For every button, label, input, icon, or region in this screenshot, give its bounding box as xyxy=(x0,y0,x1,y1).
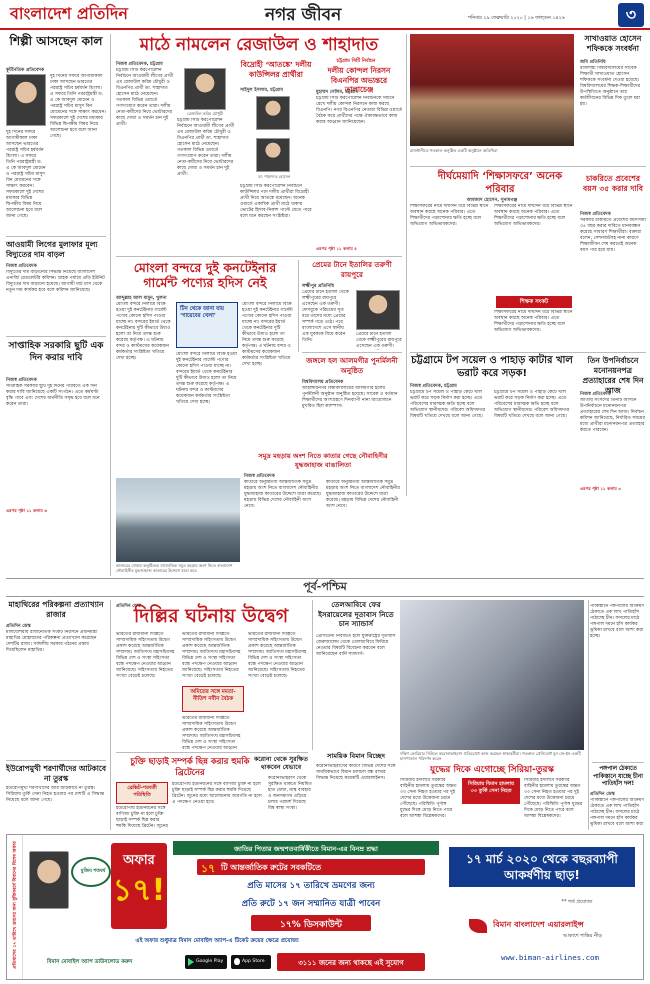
issue-date: শনিবার ২৯ ফেব্রুয়ারি ২০২০ | ১৬ ফাল্গুন ১৪২৬ xyxy=(468,16,565,21)
ad-line1-number: ১৭ xyxy=(201,862,216,875)
col1-divider-1 xyxy=(6,236,106,237)
caption-rezaul: রেজাউল করিম চৌধুরী xyxy=(186,111,224,116)
right-story3-byline: নিজস্ব প্রতিবেদক xyxy=(580,212,611,217)
main-story2-byline: সাইদুল ইসলাম, চট্টগ্রাম xyxy=(240,88,283,93)
pak-title: পঙ্গপাল ঠেকাতে পাকিস্তানে যাচ্ছে চীনা পাতিহাঁস দল! xyxy=(593,766,643,787)
syria-body-2: সিরিয়ার ইদলিবে সরকারি বাহিনীর হামলায় তুরস্কের অন্তত ৩৩ সেনা নিহত হওয়ার পর দুই দেশের মধ্যে উত্তেজনা চরমে পৌঁছেছে। পরিস্থিতি পূর্ণাঙ্গ যুদ্ধের দিকে মোড় নিতে পারে বলে আশঙ্কা বিশ্লেষকদের। xyxy=(524,778,583,819)
right-divider-2 xyxy=(410,352,646,353)
purbo-top-rule xyxy=(6,578,644,579)
ship-body: কাতারে অনুষ্ঠিতব্য আন্তর্জাতিক সমুদ্র মহড়ায় অংশ নিতে বাংলাদেশ নৌবাহিনীর যুদ্ধজাহাজ কাতারের উদ্দেশে যাত্রা করেছে। মহড়ায় বিভিন্ন দেশের নৌবাহিনী অংশ নেবে। xyxy=(244,480,322,509)
biman-logo-mark xyxy=(469,919,489,935)
ad-vertical-strip xyxy=(7,835,23,979)
newspaper-logo: বাংলাদেশ প্রতিদিন xyxy=(10,4,128,23)
ad-top-banner xyxy=(173,841,439,855)
mujib-logo-text: মুজিব শতবর্ষ xyxy=(80,869,106,874)
mongla-byline: আব্দুল্লাহ আল মামুন, খুলনা xyxy=(116,296,167,301)
ship-caption: কাতারের দোহায় অনুষ্ঠিতব্য বহুজাতিক সমুদ্র মহড়ায় অংশ নিতে বাংলাদেশ নৌবাহিনীর যুদ্ধজাহাজ কাতারের উদ্দেশে যাত্রা করে xyxy=(116,563,233,573)
page-number-badge xyxy=(618,3,644,27)
right-story2-body-3: শিক্ষাসফরের নামে দীর্ঘদিন ধরে বিভিন্ন স্থানে অবস্থান করছে অনেক পরিবার। এতে শিক্ষার্থীদের পড়াশোনার ক্ষতি হচ্ছে বলে অভিযোগ অভিভাবকদের। xyxy=(494,310,573,333)
mahathir-title: মাহাথিরের পরিকল্পনা প্রত্যাখ্যান রাজার xyxy=(8,600,104,619)
col1-story3-body: সাপ্তাহিক সরকারি ছুটি দুই দিনের পরিবর্তে এক দিন করার দাবি জানিয়েছে একটি সংগঠন। এতে কর্মঘণ্টা বৃদ্ধি পাবে এবং দেশের অর্থনীতি সমৃদ্ধ হবে বলে মনে করেন তারা। xyxy=(6,384,100,407)
pak-byline: প্রতিদিন ডেস্ক xyxy=(590,792,615,797)
ship-byline: নিজস্ব প্রতিবেদক xyxy=(244,474,275,479)
col1-story2-body: বিদ্যুতের দাম বাড়ানোর সিদ্ধান্ত নিয়েছে বাংলাদেশ এনার্জি রেগুলেটরি কমিশন। গ্রাহক পর্যায়ে প্রতি ইউনিট বিদ্যুতের দাম বাড়ানো হয়েছে। আগামী মার্চ মাস থেকে নতুন দাম কার্যকর হবে বলে কমিশন জানিয়েছে। xyxy=(6,270,105,293)
right-story3-body: সরকারি চাকরিতে প্রবেশের বয়সসীমা ৩৫ বছর করার দাবিতে মানববন্ধন করেছে সাধারণ শিক্ষার্থীরা। বক্তারা বলেন, সেশনজটসহ নানা কারণে শিক্ষাজীবন শেষ করতেই অনেক বয়স পার হয়ে যায়। xyxy=(580,218,646,253)
photo-harsh-shringla xyxy=(6,74,46,126)
col1-story1-body: দুই দিনের সফরে আগামীকাল ঢাকা আসছেন ভারতের পররাষ্ট্র সচিব হর্ষবর্ধন শ্রিংলা। এ সফরে তিনি পররাষ্ট্রমন্ত্রী ড. এ কে আবদুল মোমেন ও পররাষ্ট্র সচিব মাসুদ বিন মোমেনের সঙ্গে সাক্ষাৎ করবেন। সফরকালে দুই দেশের মধ্যকার বিভিন্ন দ্বিপক্ষীয় বিষয় নিয়ে আলোচনা হবে বলে জানা গেছে। xyxy=(50,74,106,139)
brexit-title: চুক্তি ছাড়াই সম্পর্ক ছিন্ন করার হুমকি ব্রিটেনের xyxy=(130,756,250,777)
brexit-body-2: ইউরোপীয় ইউনিয়নের সঙ্গে বাণিজ্য চুক্তি না হলে চুক্তি ছাড়াই সম্পর্ক ছিন্ন করার হুমকি দিয়েছে ব্রিটেন। জুনের xyxy=(116,806,168,828)
ad-line1-text: টি আন্তর্জাতিক রুটের সবকটিতে xyxy=(221,863,321,872)
ad-app-download: বিমান মোবাইল অ্যাপ ডাউনলোড করুন xyxy=(47,959,133,965)
mongla-headline: মোংলা বন্দরে দুই কনটেইনার গার্মেন্ট পণ্যের হদিস নেই xyxy=(133,260,277,290)
mahathir-byline: প্রতিদিন ডেস্ক xyxy=(6,624,31,629)
ad-line2: প্রতি মাসের ১৭ তারিখে ভ্রমণের জন্য xyxy=(247,881,375,891)
israel-body: প্রেসিডেন্ট নির্বাচিত হলে যুক্তরাষ্ট্রের দূতাবাস জেরুজালেম থেকে তেলআবিবে ফিরিয়ে নেওয়ার বিষয়টি বিবেচনা করবেন বলে জানিয়েছেন বার্নি স্যান্ডার্স। xyxy=(316,634,396,657)
photo-rezaul-karim xyxy=(184,68,226,110)
col-divider-e xyxy=(312,600,313,750)
mongla-inset-label: টিন থেকে জানা যায় ‘গায়েবের খেলা’ xyxy=(180,306,224,319)
right-story5-body: জাতীয় সংসদের তিনটি আসনে উপনির্বাচনে মনোনয়নপত্র প্রত্যাহারের শেষ দিন আজ। নির্বাচন কমিশন জানিয়েছে, নির্ধারিত সময়ের মধ্যে প্রার্থীরা মনোনয়নপত্র প্রত্যাহার করতে পারবেন। xyxy=(580,398,645,433)
biman-logo: বিমান বাংলাদেশ এয়ারলাইন্স xyxy=(493,920,584,929)
ship-body-2: কাতারে অনুষ্ঠিতব্য আন্তর্জাতিক সমুদ্র মহড়ায় অংশ নিতে বাংলাদেশ নৌবাহিনীর যুদ্ধজাহাজ কাতারের উদ্দেশে যাত্রা করেছে। মহড়ায় বিভিন্ন দেশের নৌবাহিনী অংশ নেবে। xyxy=(326,480,400,509)
purbo-section-title: পূর্ব-পশ্চিম xyxy=(303,580,347,593)
section-title: নগর জীবন xyxy=(265,5,342,25)
romance-byline: লক্ষ্মীপুর প্রতিনিধি xyxy=(302,284,335,289)
ad-top-banner-text: জাতির পিতার জন্মশতবার্ষিকীতে বিমান-এর বিনম্র শ্রদ্ধা xyxy=(234,845,378,853)
main-story3-title: দলীয় কোন্দল নিরসন বিএনপির অভ্যন্তরে তালাচেঞ্জ xyxy=(327,66,391,94)
ad-right-headline: ১৭ মার্চ ২০২০ থেকে বছরব্যাপী আকর্ষণীয় ছাড়! xyxy=(449,847,635,887)
col-divider-d xyxy=(110,600,111,830)
romance-body-2: প্রেমের টানে ইতালি থেকে লক্ষ্মীপুরের রায়পুরে এসেছেন এক তরুণী। xyxy=(356,332,402,349)
main-story1-byline: নিজস্ব প্রতিবেদক, চট্টগ্রাম xyxy=(116,62,163,67)
app-store-button[interactable] xyxy=(231,955,271,969)
right-story3-title: চাকরিতে প্রবেশের বয়স ৩৫ করার দাবি xyxy=(583,174,643,193)
ad-vertical-text: প্রতিমাসের ১৭ তারিখে ভ্রমণের জন্য মুজিববর্ষে বিমানের বিশেষ অফার xyxy=(13,841,18,969)
syria-inset-box xyxy=(462,778,520,804)
app-store-label: App Store xyxy=(242,959,265,964)
main-story2-title: বিদ্রোহী ‘আতঙ্কে’ দলীয় কাউন্সিলর প্রার্থীরা xyxy=(240,60,312,79)
mongla-divider xyxy=(116,256,402,257)
col1-jump[interactable]: এরপর পৃষ্ঠা ১১ কলাম ৬ xyxy=(6,508,47,513)
right-story2-byline: আমজাদ হোসেন, সুনামগঞ্জ xyxy=(466,198,518,203)
drama-title: জঙ্গলে হল আলমগীর পুনর্মিলনী অনুষ্ঠিত xyxy=(306,356,398,375)
right-divider-1 xyxy=(410,166,646,167)
col1-story3-byline: নিজস্ব প্রতিবেদক xyxy=(6,378,37,383)
main-story3-byline: মুহাম্মদ সেলিম, চট্টগ্রাম xyxy=(316,90,358,95)
ad-line1 xyxy=(197,859,425,875)
ad-line3: প্রতি রুটে ১৭ জন সম্মানিত যাত্রী পাবেন xyxy=(241,899,381,909)
flight-body: করোনাভাইরাসের কারণে বিভিন্ন দেশের সঙ্গে সাময়িকভাবে বিমান চলাচল বন্ধ রাখার সিদ্ধান্ত নিয়েছে কয়েকটি এয়ারলাইনস। xyxy=(316,764,396,781)
corona-body: করোনাভাইরাস থেকে সুরক্ষিত থাকতে নিয়মিত হাত ধোয়া, মাস্ক ব্যবহার ও জনসমাগম এড়িয়ে চলার পরামর্শ দিয়েছে বিশ্ব স্বাস্থ্য সংস্থা। xyxy=(268,776,312,811)
col1-divider-2 xyxy=(6,336,106,337)
brexit-inset: ব্রেক্সিট-পরবর্তী পরিস্থিতি xyxy=(127,785,157,798)
right-story2-body-2: শিক্ষাসফরের নামে দীর্ঘদিন ধরে বিভিন্ন স্থানে অবস্থান করছে অনেক পরিবার। এতে শিক্ষার্থীদের পড়াশোনার ক্ষতি হচ্ছে বলে অভিযোগ অভিভাবকদের। xyxy=(494,204,573,227)
right-jump[interactable]: এরপর পৃষ্ঠা ১১ কলাম ৩ xyxy=(580,486,621,491)
biman-website-link[interactable]: www.biman-airlines.com xyxy=(501,953,599,962)
purbo-bottom-rule xyxy=(6,596,644,597)
turkey-refugee-title: ইউরোপমুখী শরণার্থীদের আটকাবে না তুরস্ক xyxy=(6,764,106,783)
col1-story3-title: সাপ্তাহিক সরকারি ছুটি এক দিন করার দাবি xyxy=(8,341,104,363)
google-play-button[interactable] xyxy=(185,955,227,969)
caption-shahadat: ডা. শাহাদাত হোসেন xyxy=(257,174,291,179)
turkey-refugee-body: ইউরোপমুখী শরণার্থীদের আর আটকাবে না তুরস্ক। সিরিয়ায় তুর্কি সেনা নিহত হওয়ার পর দেশটি এ সিদ্ধান্ত নিয়েছে বলে জানা গেছে। xyxy=(6,786,105,803)
offer-badge xyxy=(111,843,167,929)
ad-line4: ১৭% ডিসকাউন্ট xyxy=(280,920,342,930)
main-story1-body-2: চট্টগ্রাম সিটি করপোরেশন নির্বাচনে আওয়ামী লীগের প্রার্থী এম রেজাউল করিম চৌধুরী ও বিএনপির প্রার্থী ডা. শাহাদাত হোসেন মাঠে নেমেছেন। গতকাল বিভিন্ন ওয়ার্ডে গণসংযোগ করেন তারা। দলীয় নেতা-কর্মীদের নিয়ে ভোটারদের কাছে দোয়া ও সমর্থন চান দুই প্রার্থী। xyxy=(177,118,235,177)
ad-app-line: এই অফার শুধুমাত্র বিমান মোবাইল অ্যাপ-এ টিকেট ক্রয়ের ক্ষেত্রে প্রযোজ্য xyxy=(135,938,299,944)
drama-byline: বিশ্ববিদ্যালয় প্রতিবেদক xyxy=(302,380,344,385)
page-number: ৩ xyxy=(625,5,637,24)
right-photo-caption: রাজধানীতে গতকাল অনুষ্ঠিত একটি অনুষ্ঠানে অতিথিরা xyxy=(410,148,498,153)
delhi-body-3: ভারতের রাজধানী দিল্লিতে সাম্প্রদায়িক সহিংসতায় উদ্বেগ প্রকাশ করেছে আন্তর্জাতিক সম্প্রদায়। জাতিসংঘ মহাসচিবসহ বিভিন্ন দেশ ও সংস্থা সহিংসতা বন্ধে পদক্ষেপ নেওয়ার আহ্বান xyxy=(182,716,241,750)
corona-title: করোনা থেকে সুরক্ষিত থাকবেন যেভাবে xyxy=(253,756,309,771)
mongla-body: মোংলা বন্দরে নিলামে বিক্রি হওয়া দুই কনটেইনার গার্মেন্ট পণ্যের কোনো হদিস পাওয়া যাচ্ছে না। বন্দরের ইয়ার্ড থেকে কনটেইনার দুটি কীভাবে উধাও হলো তা নিয়ে তদন্ত শুরু করেছে কর্তৃপক্ষ। এ ঘটনায় বন্দর ও কাস্টমসের কয়েকজন কর্মকর্তার সংশ্লিষ্টতা খতিয়ে দেখা হচ্ছে। xyxy=(116,302,171,361)
pak-body: পাকিস্তানে পঙ্গপালের আক্রমণ ঠেকাতে এক লাখ পাতিহাঁস পাঠাচ্ছে চীন। ফসলের মাঠে পঙ্গপাল দমনে হাঁস কার্যকর ভূমিকা রাখবে বলে আশা করা xyxy=(590,798,645,827)
main-jump[interactable]: এরপর পৃষ্ঠা ১১ কলাম ৫ xyxy=(316,246,357,251)
ad-right-note: ** শর্ত প্রযোজ্য xyxy=(561,899,593,905)
israel-title: তেলআবিবে ফের ইসরায়েলের দূতাবাস নিতে চান স্যান্ডার্স xyxy=(318,600,394,628)
right-story5-title: তিন উপনির্বাচনে মনোনয়নপত্র প্রত্যাহারের শেষ দিন আজ xyxy=(582,356,644,395)
drama-divider xyxy=(302,352,402,353)
pak-divider xyxy=(592,762,644,763)
left-divider-3 xyxy=(6,760,106,761)
ship-title: সমুদ্র মহড়ায় অংশ নিতে কাতার গেছে নৌবাহিনীর যুদ্ধজাহাজ বাঙালিতা xyxy=(258,452,388,469)
romance-body: প্রেমের টানে ইতালি থেকে লক্ষ্মীপুরের রায়পুরে এসেছেন এক তরুণী। ফেসবুকে পরিচয়ের সূত্র ধরে তাদের মধ্যে প্রেমের সম্পর্ক গড়ে ওঠে। পরে বাংলাদেশে এসে স্থানীয় এক যুবককে বিয়ে করেন তিনি। xyxy=(302,290,349,343)
google-play-icon xyxy=(188,958,194,966)
offer-label: অফার xyxy=(123,853,155,868)
col1-story1-body-cont: দুই দিনের সফরে আগামীকাল ঢাকা আসছেন ভারতের পররাষ্ট্র সচিব হর্ষবর্ধন শ্রিংলা। এ সফরে তিনি পররাষ্ট্রমন্ত্রী ড. এ কে আবদুল মোমেন ও পররাষ্ট্র সচিব মাসুদ বিন মোমেনের সঙ্গে সাক্ষাৎ করবেন। সফরকালে দুই দেশের মধ্যকার বিভিন্ন দ্বিপক্ষীয় বিষয় নিয়ে আলোচনা হবে বলে জানা গেছে। xyxy=(6,130,46,219)
delhi-inset: অমিতের সঙ্গে মমতা-নীতিশ নবীন বৈঠক xyxy=(190,689,236,702)
masthead xyxy=(0,0,650,30)
col-divider-f xyxy=(588,600,589,830)
delhi-headline: দিল্লির ঘটনায় উদ্বেগ xyxy=(133,605,289,627)
right-story2-body: শিক্ষাসফরের নামে দীর্ঘদিন ধরে বিভিন্ন স্থানে অবস্থান করছে অনেক পরিবার। এতে শিক্ষার্থীদের পড়াশোনার ক্ষতি হচ্ছে বলে অভিযোগ অভিভাবকদের। xyxy=(410,204,489,227)
main-story1-body: চট্টগ্রাম সিটি করপোরেশন নির্বাচনে আওয়ামী লীগের প্রার্থী এম রেজাউল করিম চৌধুরী ও বিএনপির প্রার্থী ডা. শাহাদাত হোসেন মাঠে নেমেছেন। গতকাল বিভিন্ন ওয়ার্ডে গণসংযোগ করেন তারা। দলীয় নেতা-কর্মীদের নিয়ে ভোটারদের কাছে দোয়া ও সমর্থন চান দুই প্রার্থী। xyxy=(116,68,174,127)
biman-ad xyxy=(6,834,644,980)
delhi-body-2: ভারতের রাজধানী দিল্লিতে সাম্প্রদায়িক সহিংসতায় উদ্বেগ প্রকাশ করেছে আন্তর্জাতিক সম্প্রদায়। জাতিসংঘ মহাসচিবসহ বিভিন্ন দেশ ও সংস্থা সহিংসতা বন্ধে পদক্ষেপ নেওয়ার আহ্বান জানিয়েছে। সহিংসতায় নিহতের সংখ্যা বেড়েই চলেছে। xyxy=(182,632,241,679)
mongla-body-2: মোংলা বন্দরে নিলামে বিক্রি হওয়া দুই কনটেইনার গার্মেন্ট পণ্যের কোনো হদিস পাওয়া যাচ্ছে না। বন্দরের ইয়ার্ড থেকে কনটেইনার দুটি কীভাবে উধাও হলো তা নিয়ে তদন্ত শুরু করেছে কর্তৃপক্ষ। এ ঘটনায় বন্দর ও কাস্টমসের কয়েকজন কর্মকর্তার সংশ্লিষ্টতা খতিয়ে দেখা হচ্ছে। xyxy=(176,352,238,405)
drama-body: জাহাঙ্গীরনগর বিশ্ববিদ্যালয়ের আলমগীর হলের পুনর্মিলনী অনুষ্ঠান অনুষ্ঠিত হয়েছে। সাবেক ও বর্তমান শিক্ষার্থীদের অংশগ্রহণে দিনব্যাপী নানা আয়োজনে মুখরিত ছিল ক্যাম্পাস। xyxy=(302,386,398,409)
ad-line4-box xyxy=(251,915,371,931)
biman-bird-icon xyxy=(469,919,487,933)
apple-icon xyxy=(234,958,240,965)
mongla-body-3: মোংলা বন্দরে নিলামে বিক্রি হওয়া দুই কনটেইনার গার্মেন্ট পণ্যের কোনো হদিস পাওয়া যাচ্ছে না। বন্দরের ইয়ার্ড থেকে কনটেইনার দুটি কীভাবে উধাও হলো তা নিয়ে তদন্ত শুরু করেছে কর্তৃপক্ষ। এ ঘটনায় বন্দর ও কাস্টমসের কয়েকজন কর্মকর্তার সংশ্লিষ্টতা খতিয়ে দেখা হচ্ছে। xyxy=(242,302,293,367)
main-story2-body: চট্টগ্রাম সিটি করপোরেশন নির্বাচনে কাউন্সিলর পদে দলীয় প্রার্থীরা বিদ্রোহী প্রার্থী নিয়ে আতঙ্কে রয়েছেন। অনেক ওয়ার্ডে একাধিক প্রার্থী মাঠে থাকায় ভোটের হিসাব-নিকাশ পাল্টে যেতে পারে বলে মনে করছেন সংশ্লিষ্টরা। xyxy=(240,184,312,219)
photo-bangabandhu xyxy=(29,851,69,909)
flight-title: সাময়িক বিমান বিচ্ছেদ xyxy=(327,752,385,760)
col-divider-a xyxy=(110,34,111,576)
right-story1-byline: জবি প্রতিনিধি xyxy=(580,60,606,65)
ad-bottom-cta-box xyxy=(277,953,425,971)
google-play-label: Google Play xyxy=(196,959,224,964)
photo-event-stage xyxy=(410,34,574,146)
biman-tagline: আকাশে শান্তির নীড় xyxy=(563,933,602,939)
main-kicker: চট্টগ্রাম সিটি নির্বাচন xyxy=(336,59,376,64)
col-divider-c xyxy=(298,260,299,352)
photo-korea-president xyxy=(400,600,584,750)
mahathir-body: মালয়েশিয়ায় রাজনৈতিক সংকট নিরসনে প্রধানমন্ত্রী মাহাথির মোহাম্মদের পরিকল্পনা প্রত্যাখ্যান করেছেন দেশটির রাজা। সর্বদলীয় সরকার গঠনের প্রস্তাব দিয়েছিলেন মাহাথির। xyxy=(6,630,98,653)
mujib-logo xyxy=(71,857,111,887)
ad-bottom-cta: ৩১১১ জনের জন্য থাকছে এই সুযোগ xyxy=(298,959,404,967)
brexit-body: ইউরোপীয় ইউনিয়নের সঙ্গে বাণিজ্য চুক্তি না হলে চুক্তি ছাড়াই সম্পর্ক ছিন্ন করার হুমকি দিয়েছে ব্রিটেন। জুনের মধ্যে আলোচনায় অগ্রগতি না হলে এ পদক্ষেপ নেওয়া হবে। xyxy=(172,782,262,805)
delhi-byline: প্রতিদিন ডেস্ক xyxy=(116,604,141,609)
photo-shahadat-hossain xyxy=(256,138,290,172)
main-headline: মাঠে নামলেন রেজাউল ও শাহাদাত xyxy=(139,35,379,55)
col-divider-b xyxy=(406,34,407,496)
syria-inset: সিরিয়ায় বিমান হামলায় ৩৩ তুর্কি সেনা নিহত xyxy=(467,781,515,794)
right-story2-title: দীর্ঘমেয়াদি ‘শিক্ষাসফরে’ অনেক পরিবার xyxy=(437,171,563,195)
right-story4-title: চট্টগ্রামে টপ সয়েল ও পাহাড় কাটার খাল ভরাট করে সড়ক! xyxy=(411,355,573,379)
photo-councillor-1 xyxy=(256,96,290,130)
col1-story2-title: আওয়ামী লিগের মুলাফার মূল্য বিদ্যুতের দাম বাড়ল xyxy=(6,240,98,259)
korea-photo-caption: দক্ষিণ কোরিয়ার সিউলে করোনাভাইরাস প্রতিরোধে কাজ করছেন স্বাস্থ্যকর্মীরা। গতকাল প্রেসিডেন্ট মুন জে-ইন একটি হাসপাতাল পরিদর্শন করেন xyxy=(400,751,581,761)
right-story5-byline: নিজস্ব প্রতিবেদক xyxy=(580,392,611,397)
delhi-body: ভারতের রাজধানী দিল্লিতে সাম্প্রদায়িক সহিংসতায় উদ্বেগ প্রকাশ করেছে আন্তর্জাতিক সম্প্রদায়। জাতিসংঘ মহাসচিবসহ বিভিন্ন দেশ ও সংস্থা সহিংসতা বন্ধে পদক্ষেপ নেওয়ার আহ্বান জানিয়েছে। সহিংসতায় নিহতের সংখ্যা বেড়েই চলেছে। xyxy=(116,632,175,679)
offer-number: ১৭! xyxy=(112,873,166,908)
col1-story1-byline: কূটনৈতিক প্রতিবেদক xyxy=(6,68,45,73)
col1-story2-byline: নিজস্ব প্রতিবেদক xyxy=(6,264,37,269)
brexit-divider xyxy=(116,752,308,753)
right-inset-teacher-crisis xyxy=(496,296,572,308)
delhi-body-4: ভারতের রাজধানী দিল্লিতে সাম্প্রদায়িক সহিংসতায় উদ্বেগ প্রকাশ করেছে আন্তর্জাতিক সম্প্রদায়। জাতিসংঘ মহাসচিবসহ বিভিন্ন দেশ ও সংস্থা সহিংসতা বন্ধে পদক্ষেপ নেওয়ার আহ্বান জানিয়েছে। সহিংসতায় নিহতের সংখ্যা বেড়েই চলেছে। xyxy=(248,632,307,679)
pak-body-top: পাকিস্তানে পঙ্গপালের আক্রমণ ঠেকাতে এক লাখ পাতিহাঁস পাঠাচ্ছে চীন। ফসলের মাঠে পঙ্গপাল দমনে হাঁস কার্যকর ভূমিকা রাখবে বলে আশা করা হচ্ছে। xyxy=(590,604,645,639)
right-story4-byline: নিজস্ব প্রতিবেদক, চট্টগ্রাম xyxy=(410,384,457,389)
syria-title: যুদ্ধের দিকে এগোচ্ছে সিরিয়া-তুরস্ক xyxy=(430,765,554,775)
right-story1-body: রাজশাহী বিশ্ববিদ্যালয়ের সাবেক শিক্ষার্থী সাখাওয়াত হোসেন শফিককে সংবর্ধনা দেওয়া হয়েছে। বিশ্ববিদ্যালয়ের শিক্ষক-শিক্ষার্থীদের উপস্থিতিতে অনুষ্ঠানে তার কর্মজীবনের বিভিন্ন দিক তুলে ধরা হয়। xyxy=(580,66,641,107)
right-story1-title: সাখাওয়াত হোসেন শফিককে সংবর্ধনা xyxy=(584,34,642,53)
right-story4-body-2: চট্টগ্রামে টপ সয়েল ও পাহাড় কেটে খাল ভরাট করে সড়ক নির্মাণ করা হচ্ছে। এতে পরিবেশের মারাত্মক ক্ষতি হচ্ছে বলে অভিযোগ স্থানীয়দের। পরিবেশ অধিদফতর বিষয়টি খতিয়ে দেখছে বলে জানা গেছে। xyxy=(494,390,570,419)
syria-body: সিরিয়ার ইদলিবে সরকারি বাহিনীর হামলায় তুরস্কের অন্তত ৩৩ সেনা নিহত হওয়ার পর দুই দেশের মধ্যে উত্তেজনা চরমে পৌঁছেছে। পরিস্থিতি পূর্ণাঙ্গ যুদ্ধের দিকে মোড় নিতে পারে বলে আশঙ্কা বিশ্লেষকদের। xyxy=(400,778,457,819)
photo-italian-woman xyxy=(356,290,400,330)
right-inset-text: শিক্ষক সংকট xyxy=(519,299,549,305)
right-story4-body: চট্টগ্রামে টপ সয়েল ও পাহাড় কেটে খাল ভরাট করে সড়ক নির্মাণ করা হচ্ছে। এতে পরিবেশের মারাত্মক ক্ষতি হচ্ছে বলে অভিযোগ স্থানীয়দের। পরিবেশ অধিদফতর বিষয়টি খতিয়ে দেখছে বলে জানা গেছে। xyxy=(410,390,486,419)
photo-navy-warship xyxy=(116,478,240,562)
romance-title: প্রেমের টানে ইতালির তরুণী রায়পুরে xyxy=(312,260,392,279)
main-story3-body: চট্টগ্রাম সিটি করপোরেশন নির্বাচনকে সামনে রেখে দলীয় কোন্দল নিরসনে কাজ করছে বিএনপি। নগর বিএনপির নেতারা বিভিন্ন ওয়ার্ডে বৈঠক করে প্রার্থীদের পক্ষে ঐক্যবদ্ধভাবে কাজ করার আহ্বান জানিয়েছেন। xyxy=(316,96,402,125)
col1-story1-title: শিল্পী আসছেন কাল xyxy=(9,34,103,48)
